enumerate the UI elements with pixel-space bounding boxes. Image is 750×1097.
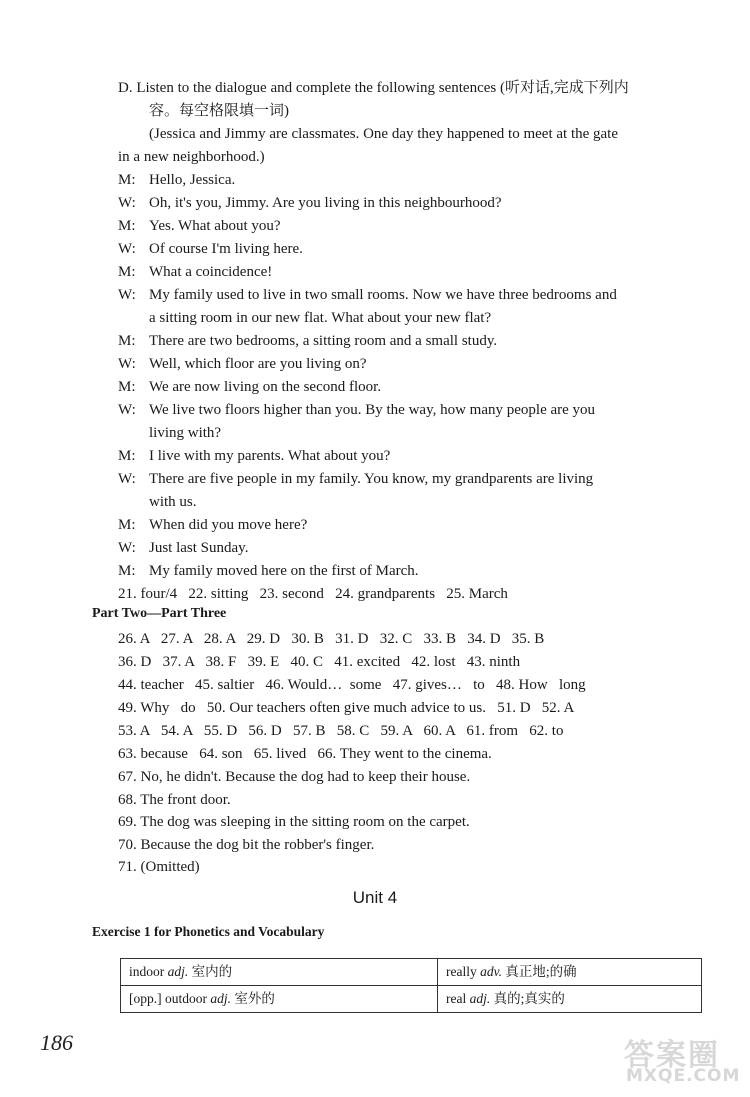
- vocab-cell: [121, 986, 438, 1013]
- section-d-answers: 21. four/4 22. sitting 23. second 24. grandparents 25. March: [118, 586, 508, 602]
- answer-line: 68. The front door.: [118, 792, 231, 808]
- speaker-label: W:: [118, 241, 136, 257]
- speaker-label: M:: [118, 333, 136, 349]
- vocab-cell: [438, 986, 702, 1013]
- speaker-label: M:: [118, 264, 136, 280]
- speaker-label: W:: [118, 287, 136, 303]
- exercise-title: Exercise 1 for Phonetics and Vocabulary: [92, 924, 325, 939]
- watermark-url: MXQE.COM: [626, 1066, 741, 1086]
- dialogue-text: Yes. What about you?: [149, 218, 281, 234]
- vocab-word: real: [446, 991, 470, 1006]
- speaker-label: W:: [118, 402, 136, 418]
- speaker-label: M:: [118, 379, 136, 395]
- dialogue-text: Oh, it's you, Jimmy. Are you living in this neighbourhood?: [149, 195, 502, 211]
- part-of-speech: adv.: [480, 964, 502, 979]
- speaker-label: W:: [118, 471, 136, 487]
- speaker-label: M:: [118, 448, 136, 464]
- vocabulary-table: [120, 958, 702, 1013]
- speaker-label: W:: [118, 356, 136, 372]
- dialogue-text: Well, which floor are you living on?: [149, 356, 367, 372]
- dialogue-text: I live with my parents. What about you?: [149, 448, 391, 464]
- dialogue-text: We live two floors higher than you. By the way, how many people are you: [149, 402, 596, 418]
- section-d-instruction-cont: 容。每空格限填一词): [149, 103, 289, 119]
- dialogue-text-cont: with us.: [149, 494, 197, 510]
- vocab-meaning: 室外的: [231, 991, 275, 1006]
- answer-line: 26. A 27. A 28. A 29. D 30. B 31. D 32. C 33. B 34. D 35. B: [118, 631, 545, 647]
- table-row: [121, 986, 702, 1013]
- answer-line: 49. Why do 50. Our teachers often give much advice to us. 51. D 52. A: [118, 700, 575, 716]
- answer-line: 69. The dog was sleeping in the sitting room on the carpet.: [118, 814, 470, 830]
- section-d-instruction: D. Listen to the dialogue and complete the following sentences (听对话,完成下列内: [118, 80, 629, 96]
- answer-line: 67. No, he didn't. Because the dog had to keep their house.: [118, 769, 471, 785]
- vocab-cell: [121, 959, 438, 986]
- part-of-speech: adj.: [469, 991, 491, 1006]
- answer-line: 36. D 37. A 38. F 39. E 40. C 41. excited 42. lost 43. ninth: [118, 654, 521, 670]
- answer-line: 44. teacher 45. saltier 46. Would… some 47. gives… to 48. How long: [118, 677, 586, 693]
- part-of-speech: adj.: [210, 991, 232, 1006]
- part-heading: Part Two—Part Three: [92, 606, 227, 621]
- answer-line: 71. (Omitted): [118, 859, 200, 875]
- vocab-meaning: 真的;真实的: [490, 991, 565, 1006]
- vocab-word: indoor: [129, 964, 168, 979]
- vocab-meaning: 真正地;的确: [501, 964, 577, 979]
- speaker-label: M:: [118, 563, 136, 579]
- speaker-label: W:: [118, 540, 136, 556]
- speaker-label: W:: [118, 195, 136, 211]
- dialogue-text: Hello, Jessica.: [149, 172, 236, 188]
- part-of-speech: adj.: [167, 964, 189, 979]
- dialogue-text: There are five people in my family. You know, my grandparents are living: [149, 471, 594, 487]
- dialogue-text: When did you move here?: [149, 517, 308, 533]
- dialogue-text: We are now living on the second floor.: [149, 379, 382, 395]
- unit-title: Unit 4: [352, 888, 398, 907]
- dialogue-text: My family used to live in two small rooms. Now we have three bedrooms and: [149, 287, 617, 303]
- dialogue-context-cont: in a new neighborhood.): [118, 149, 265, 165]
- vocab-cell: [438, 959, 702, 986]
- speaker-label: M:: [118, 172, 136, 188]
- dialogue-text-cont: living with?: [149, 425, 222, 441]
- vocab-word: really: [446, 964, 481, 979]
- vocab-meaning: 室内的: [188, 964, 233, 979]
- dialogue-text: My family moved here on the first of March.: [149, 563, 419, 579]
- answer-line: 63. because 64. son 65. lived 66. They went to the cinema.: [118, 746, 492, 762]
- watermark-logo: [620, 1030, 740, 1090]
- watermark-text: 答案圈: [624, 1038, 720, 1073]
- answer-line: 70. Because the dog bit the robber's finger.: [118, 837, 375, 853]
- dialogue-text: There are two bedrooms, a sitting room and a small study.: [149, 333, 498, 349]
- dialogue-text: What a coincidence!: [149, 264, 273, 280]
- speaker-label: M:: [118, 517, 136, 533]
- dialogue-text: Of course I'm living here.: [149, 241, 303, 257]
- table-row: [121, 959, 702, 986]
- vocab-word: [opp.] outdoor: [129, 991, 211, 1006]
- dialogue-text-cont: a sitting room in our new flat. What about your new flat?: [149, 310, 492, 326]
- answer-line: 53. A 54. A 55. D 56. D 57. B 58. C 59. A 60. A 61. from 62. to: [118, 723, 564, 739]
- dialogue-text: Just last Sunday.: [149, 540, 249, 556]
- speaker-label: M:: [118, 218, 136, 234]
- dialogue-context: (Jessica and Jimmy are classmates. One day they happened to meet at the gate: [149, 126, 618, 142]
- page-number: 186: [40, 1030, 73, 1055]
